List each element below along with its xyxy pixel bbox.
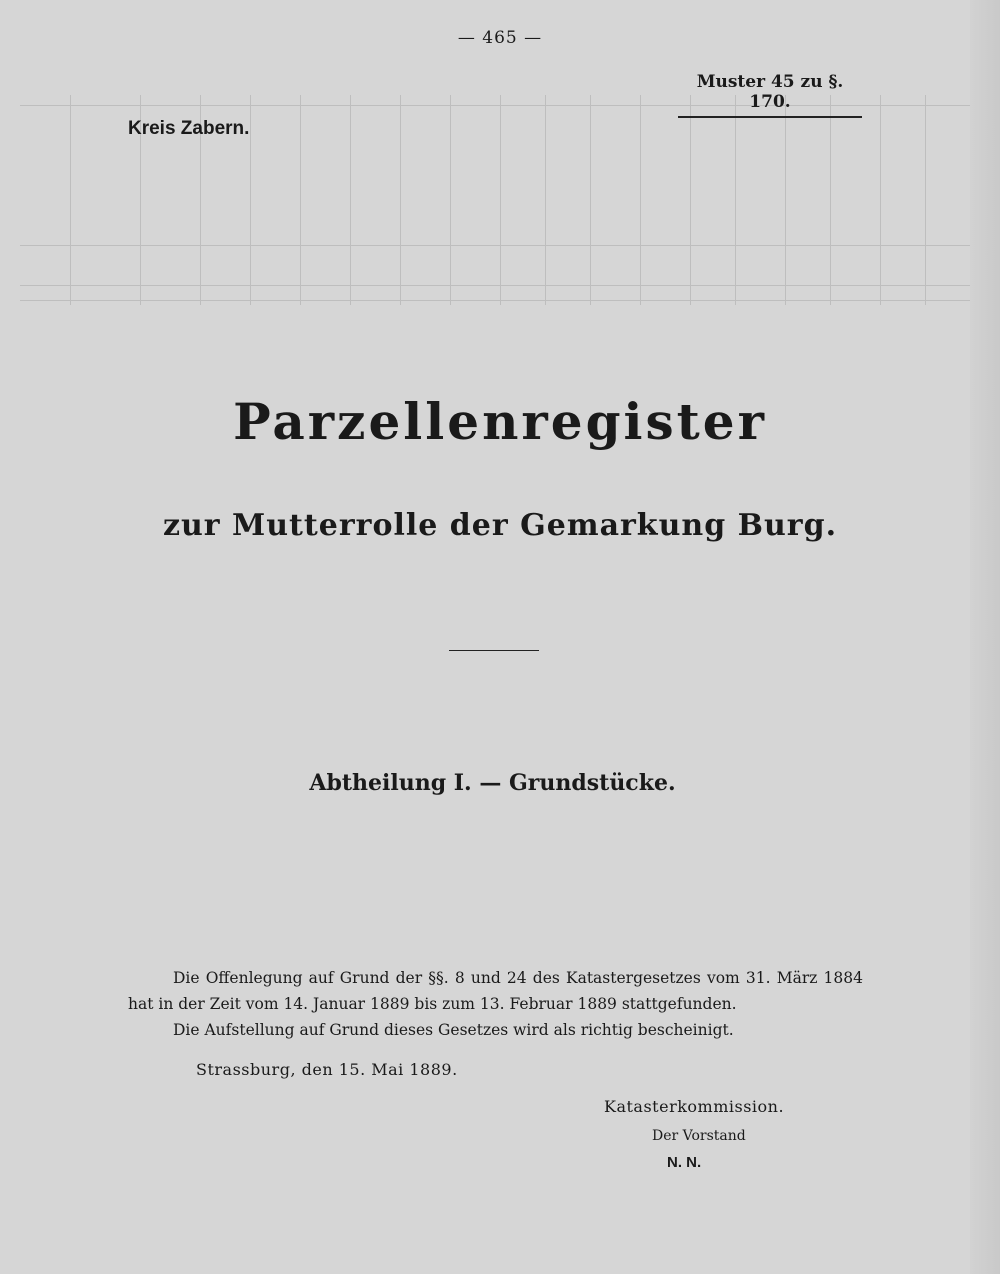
section-heading: Abtheilung I. — Grundstücke. bbox=[309, 770, 676, 796]
form-reference: Muster 45 zu §. 170. bbox=[678, 72, 862, 118]
page-number: — 465 — bbox=[457, 28, 543, 48]
certification-line-1: Die Offenlegung auf Grund der §§. 8 und 24 des Katastergesetzes vom 31. März 1884 bbox=[173, 969, 863, 987]
certification-line-3: Die Aufstellung auf Grund dieses Gesetzes wird als richtig bescheinigt. bbox=[173, 1021, 734, 1039]
district-label: Kreis Zabern. bbox=[128, 118, 250, 139]
signer-role: Der Vorstand bbox=[652, 1128, 746, 1144]
signer-name: N. N. bbox=[667, 1154, 702, 1171]
place-and-date: Strassburg, den 15. Mai 1889. bbox=[196, 1060, 458, 1079]
certification-line-2: hat in der Zeit vom 14. Januar 1889 bis zum 13. Februar 1889 stattgefunden. bbox=[128, 995, 737, 1013]
issuing-office: Katasterkommission. bbox=[604, 1097, 785, 1116]
document-title: Parzellenregister bbox=[233, 392, 767, 451]
divider-rule bbox=[449, 650, 539, 651]
document-subtitle: zur Mutterrolle der Gemarkung Burg. bbox=[162, 508, 838, 543]
